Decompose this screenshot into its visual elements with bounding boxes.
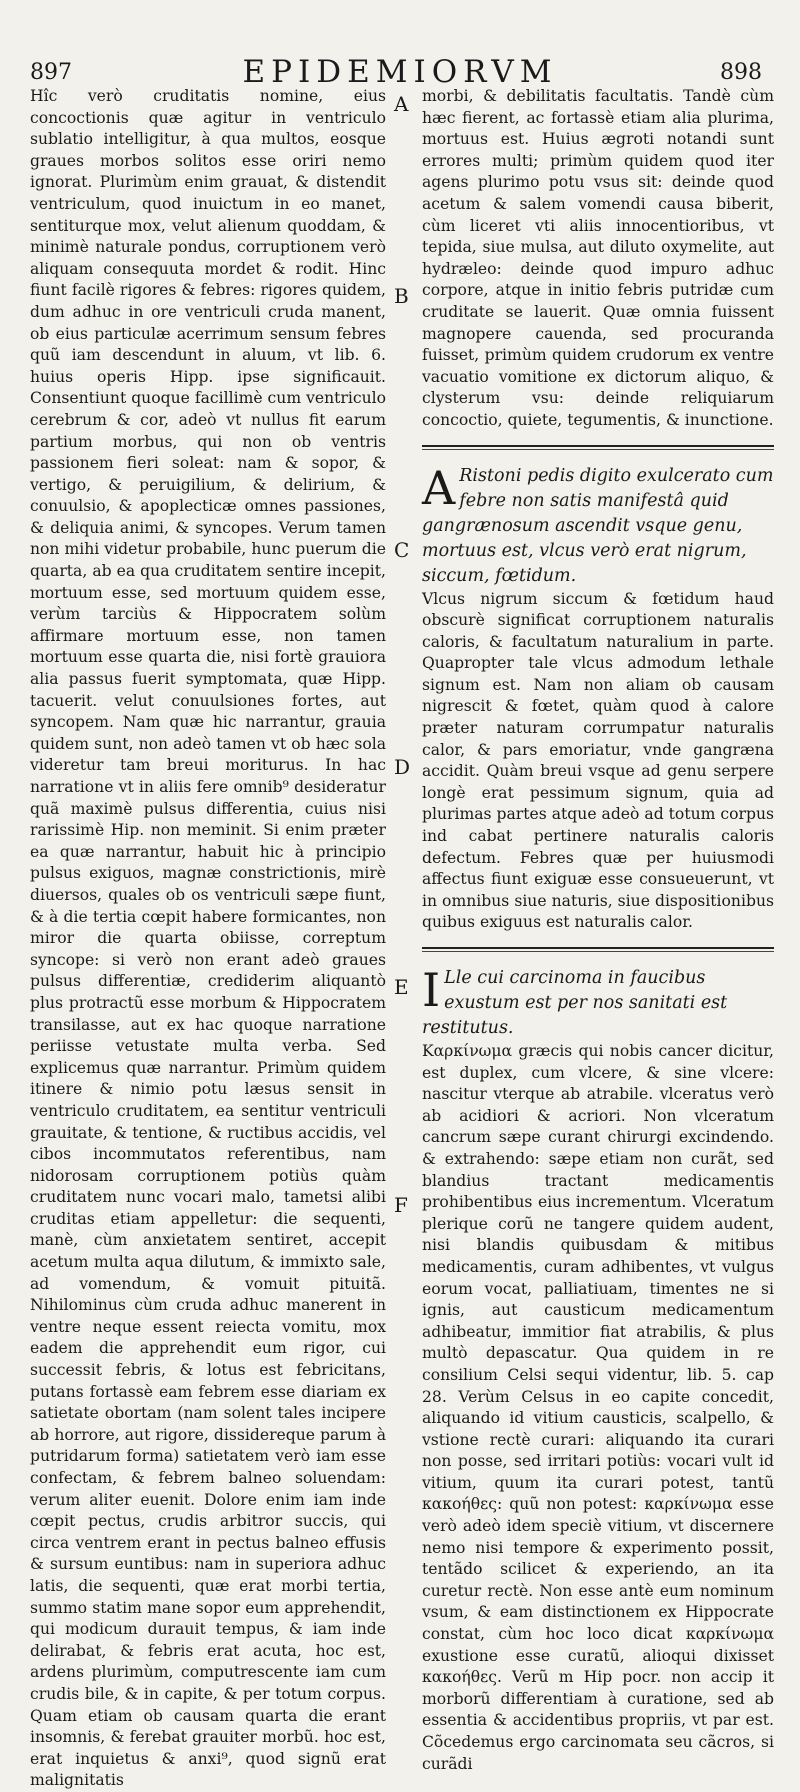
margin-letter-c: C — [394, 538, 410, 562]
aphorism-heading-carcinoma — [422, 963, 774, 1041]
aphorism-heading-aristoni — [422, 460, 774, 589]
dropcap-i: I — [422, 963, 441, 1017]
section-divider — [422, 445, 774, 447]
right-intro-text: morbi, & debilitatis facultatis. Tandè cùm hæc fierent, ac fortassè etiam alia plurima, mortuus est. Huius ægroti notandi sunt errores multi; primùm quidem quod iter agens plurimo potu vsus sit: deinde quod acetum & salem vomendi causa biberit, cùm liceret vti aliis innocentioribus, vt tepida, siue mulsa, aut diluto oxymelite, aut hydræleo: deinde quod impuro adhuc corpore, atque in initio febris putridæ cum cruditate se lauerit. Quæ omnia fuissent magnopere cauenda, sed procuranda fuisset, primùm quidem crudorum ex ventre vacuatio vomitione ex dictorum aliquo, & clysterum vsu: deinde reliquiarum concoctio, quiete, tegumentis, & inunctione. — [422, 87, 774, 429]
right-column — [422, 86, 774, 1783]
aphorism-heading-text: Ristoni pedis digito exulcerato cum febre non satis manifestâ quid gangrænosum ascendit vsque genu, mortuus est, vlcus verò erat nigrum, siccum, fœtidum. — [422, 465, 774, 586]
section-divider-thin — [422, 449, 774, 450]
section-divider-thin-2 — [422, 951, 774, 952]
margin-letter-d: D — [394, 755, 411, 779]
dropcap-a: A — [422, 460, 456, 515]
left-column-text: Hîc verò cruditatis nomine, eius concoctionis quæ agitur in ventriculo sublatio intelligitur, à qua multos, eosque graues morbos solitos esse oriri nemo ignorat. Plurimùm enim grauat, & distendit ventriculum, quod inuictum in eo manet, sentiturque mox, velut alienum quoddam, & minimè naturale pondus, corruptionem verò aliquam consequuta mordet & rodit. Hinc fiunt facilè rigores & febres: rigores quidem, dum adhuc in ore ventriculi cruda manent, ob eius particulæ acerrimum sensum febres quũ iam descendunt in aluum, vt lib. 6. huius operis Hipp. ipse significauit. Consentiunt quoque facillimè cum ventriculo cerebrum & cor, adeò vt nullus fit earum partium morbus, qui non ob ventris passionem fieri soleat: nam & sopor, & vertigo, & peruigilium, & delirium, & conuulsio, & apoplecticæ omnes passiones, & deliquia animi, & syncopes. Verum tamen non mihi videtur probabile, hunc puerum die quarta, ab ea qua cruditatem sentire incepit, mortuum esse, sed mortuum quidem esse, verùm tarciùs & Hippocratem solùm affirmare mortuum esse, non tamen mortuum esse quarta die, nisi fortè grauiora alia passus fuerit symptomata, quæ Hipp. tacuerit. velut conuulsiones fortes, aut syncopem. Nam quæ hic narrantur, grauia quidem sunt, non adeò tamen vt ob hæc sola videretur tam breui moriturus. In hac narratione vt in aliis fere omnib⁹ desideratur quã maximè pulsus differentia, cuius nisi rarissimè Hip. non meminit. Si enim præter ea quæ narrantur, habuit hic à principio pulsus exiguos, magnæ constrictionis, mirè diuersos, quales ob os ventriculi sæpe fiunt, & à die tertia cœpit habere formicantes, non miror die quarta obiisse, correptum syncope: si verò non erant adeò graues pulsus differentiæ, crediderim aliquantò plus protractũ esse morbum & Hippocratem transilasse, aut ex hac quoque narratione periisse vetustate multa verba. Sed explicemus quæ narrantur. Primùm quidem itinere & nimio potu læsus sensit in ventriculo cruditatem, ea sentitur ventriculi grauitate, & tentione, & ructibus accidis, vel cibos incommutatos referentibus, nam nidorosam corruptionem potiùs quàm cruditatem nunc vocari malo, tametsi alibi cruditas etiam appelletur: die sequenti, manè, cùm anxietatem sentiret, accepit acetum multa aqua dilutum, & immixto sale, ad vomendum, & vomuit pituitã. Nihilominus cùm cruda adhuc manerent in ventre neque essent reiecta vomitu, mox eadem die apprehendit eum rigor, cui successit febris, & lotus est febricitans, putans fortassè eam febrem esse diariam ex satietate obortam (nam solent tales incipere ab horrore, aut rigore, dissidereque parum à putridarum forma) satietatem verò iam esse confectam, & febrem balneo soluendam: verum aliter euenit. Dolore enim iam inde cœpit pectus, crudis arbitror succis, qui circa ventrem erant in pectus balneo effusis & sursum euntibus: nam in superiora adhuc latis, die sequenti, quæ erat morbi tertia, summo statim mane sopor eum apprehendit, qui modicum durauit tempus, & iam inde delirabat, & febris erat acuta, hoc est, ardens plurimùm, computrescente iam cum crudis bile, & in capite, & per totum corpus. Quam etiam ob causam quarta die erant insomnis, & ferebat grauiter morbũ. hoc est, erat inquietus & anxi⁹, quod signũ erat malignitatis — [30, 87, 387, 1790]
section-divider-2 — [422, 947, 774, 949]
page-number-right: 898 — [720, 60, 762, 85]
margin-letter-e: E — [394, 975, 409, 999]
margin-letter-b: B — [394, 284, 409, 308]
margin-letter-a: A — [394, 92, 409, 116]
page-number-left: 897 — [30, 60, 72, 85]
margin-letter-f: F — [394, 1193, 408, 1217]
running-title: EPIDEMIORVM — [242, 54, 558, 90]
aphorism-heading-text-2: Lle cui carcinoma in faucibus exustum est per nos sanitati est restitutus. — [422, 968, 728, 1038]
commentary-ulcer: Vlcus nigrum siccum & fœtidum haud obscurè significat corruptionem naturalis caloris, & facultatum naturalium in parte. Quapropter tale vlcus admodum lethale signum est. Nam non aliam ob causam nigrescit & fœtet, quàm quod à calore præter naturam corrumpatur naturalis calor, & pars emoriatur, vnde gangræna accidit. Quàm breui vsque ad genu serpere longè erat pessimum signum, quia ad plurimas partes atque adeò ad totum corpus ind cabat pertinere naturalis caloris defectum. Febres quæ per huiusmodi affectus fiunt exiguæ esse consueuerunt, vt in omnibus siue naturis, siue dispositionibus quibus exiguus est naturalis calor. — [422, 589, 774, 932]
left-column — [30, 86, 386, 1792]
commentary-carcinoma: Καρκίνωμα græcis qui nobis cancer dicitur, est duplex, cum vlcere, & sine vlcere: nascitur vterque ab atrabile. vlceratus verò ab acidiori & acriori. Non vlceratum cancrum sæpe curant chirurgi excindendo. & extrahendo: sæpe etiam non curãt, sed blandius tractant medicamentis prohibentibus eius incrementum. Vlceratum plerique corũ ne tangere quidem audent, nisi blandis quibusdam & mitibus medicamentis, curam adhibentes, vt vulgus eorum vocat, palliatiuam, timentes ne si ignis, aut causticum medicamentum adhibeatur, immitior fiat atrabilis, & plus multò depascatur. Qua quidem in re consilium Celsi sequi videntur, lib. 5. cap 28. Verùm Celsus in eo capite concedit, aliquando id vitium causticis, scalpello, & vstione rectè curari: aliquando ita curari non posse, sed irritari potiùs: vocari vult id vitium, quum ita curari potest, tantũ κακοήθες: quũ non potest: καρκίνωμα esse verò adeò idem speciè vitium, vt discernere nemo nisi tempore & experimento possit, tentãdo scilicet & experiendo, an ita curetur rectè. Non esse antè eum nominum vsum, & eam distinctionem ex Hippocrate constat, cùm hoc loco dicat καρκίνωμα exustione esse curatũ, alioqui dixisset κακοήθες. Verũ m Hip pocr. non accip it morborũ differentiam à curatione, sed ab essentia & accidentibus propriis, vt par est. Cõcedemus ergo carcinomata seu cãcros, si curãdi — [422, 1042, 774, 1773]
